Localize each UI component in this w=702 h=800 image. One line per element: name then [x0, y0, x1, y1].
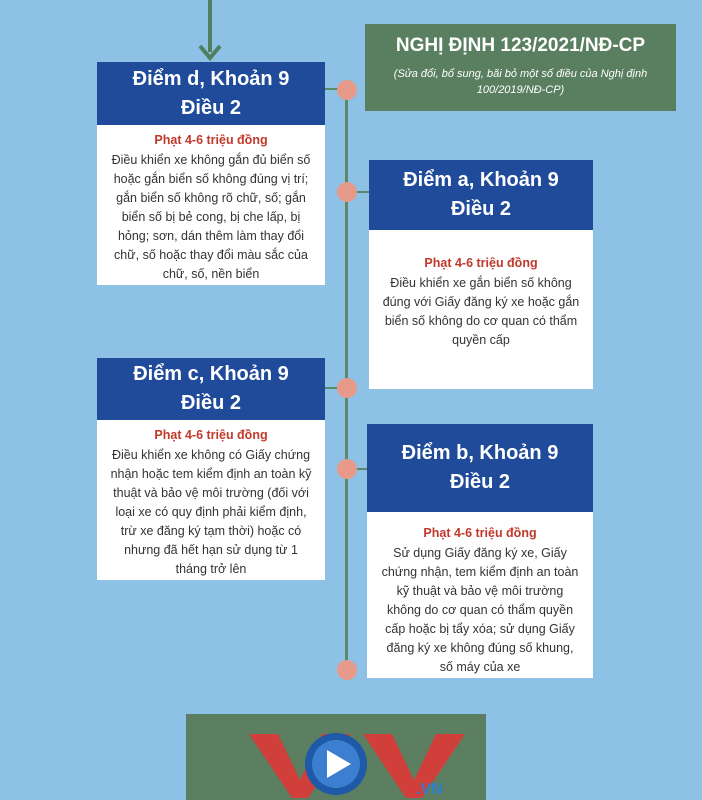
card-heading: [97, 62, 325, 125]
vov-logo-icon: [186, 714, 486, 800]
card-heading-line2: Điều 2: [180, 96, 242, 119]
card-heading: [97, 358, 325, 420]
card-body: [97, 125, 325, 285]
fine-label: Phạt 4-6 triệu đồng: [424, 256, 538, 270]
card-heading-line2: Điều 2: [450, 198, 512, 220]
timeline-dot: [337, 660, 357, 680]
card-body: [369, 230, 593, 389]
card-diem-a: [369, 160, 593, 389]
card-heading: [369, 160, 593, 230]
timeline-dot: [337, 80, 357, 100]
decree-subtitle: (Sửa đổi, bổ sung, bãi bỏ một số điều của Nghị định 100/2019/NĐ-CP): [393, 68, 648, 96]
card-heading: [367, 424, 593, 512]
logo-suffix: .VN: [416, 781, 443, 798]
card-body: [367, 512, 593, 678]
arrow-down-icon: [198, 42, 222, 62]
timeline-dot: [337, 459, 357, 479]
fine-label: Phạt 4-6 triệu đồng: [423, 526, 537, 540]
fine-label: Phạt 4-6 triệu đồng: [154, 133, 268, 147]
card-text: Điều khiển xe không gắn đủ biển số hoặc gắn biển số không đúng vị trí; gắn biển số không rõ chữ, số; gắn biển số bị bẻ cong, bị che lấp, bị hỏng; sơn, dán thêm làm thay đổi chữ, số hoặc thay đổi màu sắc của chữ, số, nền biển: [111, 153, 311, 281]
vov-logo: [186, 714, 486, 800]
timeline-dot: [337, 378, 357, 398]
card-heading-line2: Điều 2: [180, 392, 242, 414]
card-diem-d: [97, 62, 325, 285]
card-heading-line2: Điều 2: [449, 471, 511, 493]
decree-box: [365, 24, 676, 111]
card-text: Điều khiển xe không có Giấy chứng nhận hoặc tem kiểm định an toàn kỹ thuật và bảo vệ môi trường (đối với loại xe có quy định phải kiểm định, trừ xe đăng ký tạm thời) hoặc có nhưng đã hết hạn sử dụng từ 1 tháng trở lên: [110, 448, 312, 576]
card-heading-line1: Điểm b, Khoản 9: [401, 442, 559, 464]
card-diem-c: [97, 358, 325, 580]
decree-title: NGHỊ ĐỊNH 123/2021/NĐ-CP: [395, 35, 646, 56]
card-diem-b: [367, 424, 593, 678]
card-text: Điều khiển xe gắn biển số không đúng với Giấy đăng ký xe hoặc gắn biển số không do cơ quan có thẩm quyền cấp: [382, 276, 580, 347]
fine-label: Phạt 4-6 triệu đồng: [154, 428, 268, 442]
card-heading-line1: Điểm c, Khoản 9: [133, 363, 289, 385]
card-body: [97, 420, 325, 580]
timeline-dot: [337, 182, 357, 202]
card-heading-line1: Điểm d, Khoản 9: [132, 67, 290, 90]
card-heading-line1: Điểm a, Khoản 9: [403, 169, 559, 191]
card-text: Sử dụng Giấy đăng ký xe, Giấy chứng nhận, tem kiểm định an toàn kỹ thuật và bảo vệ môi trường không do cơ quan có thẩm quyền cấp hoặc bị tẩy xóa; sử dụng Giấy đăng ký xe không đúng số khung, số máy của xe: [381, 546, 579, 674]
